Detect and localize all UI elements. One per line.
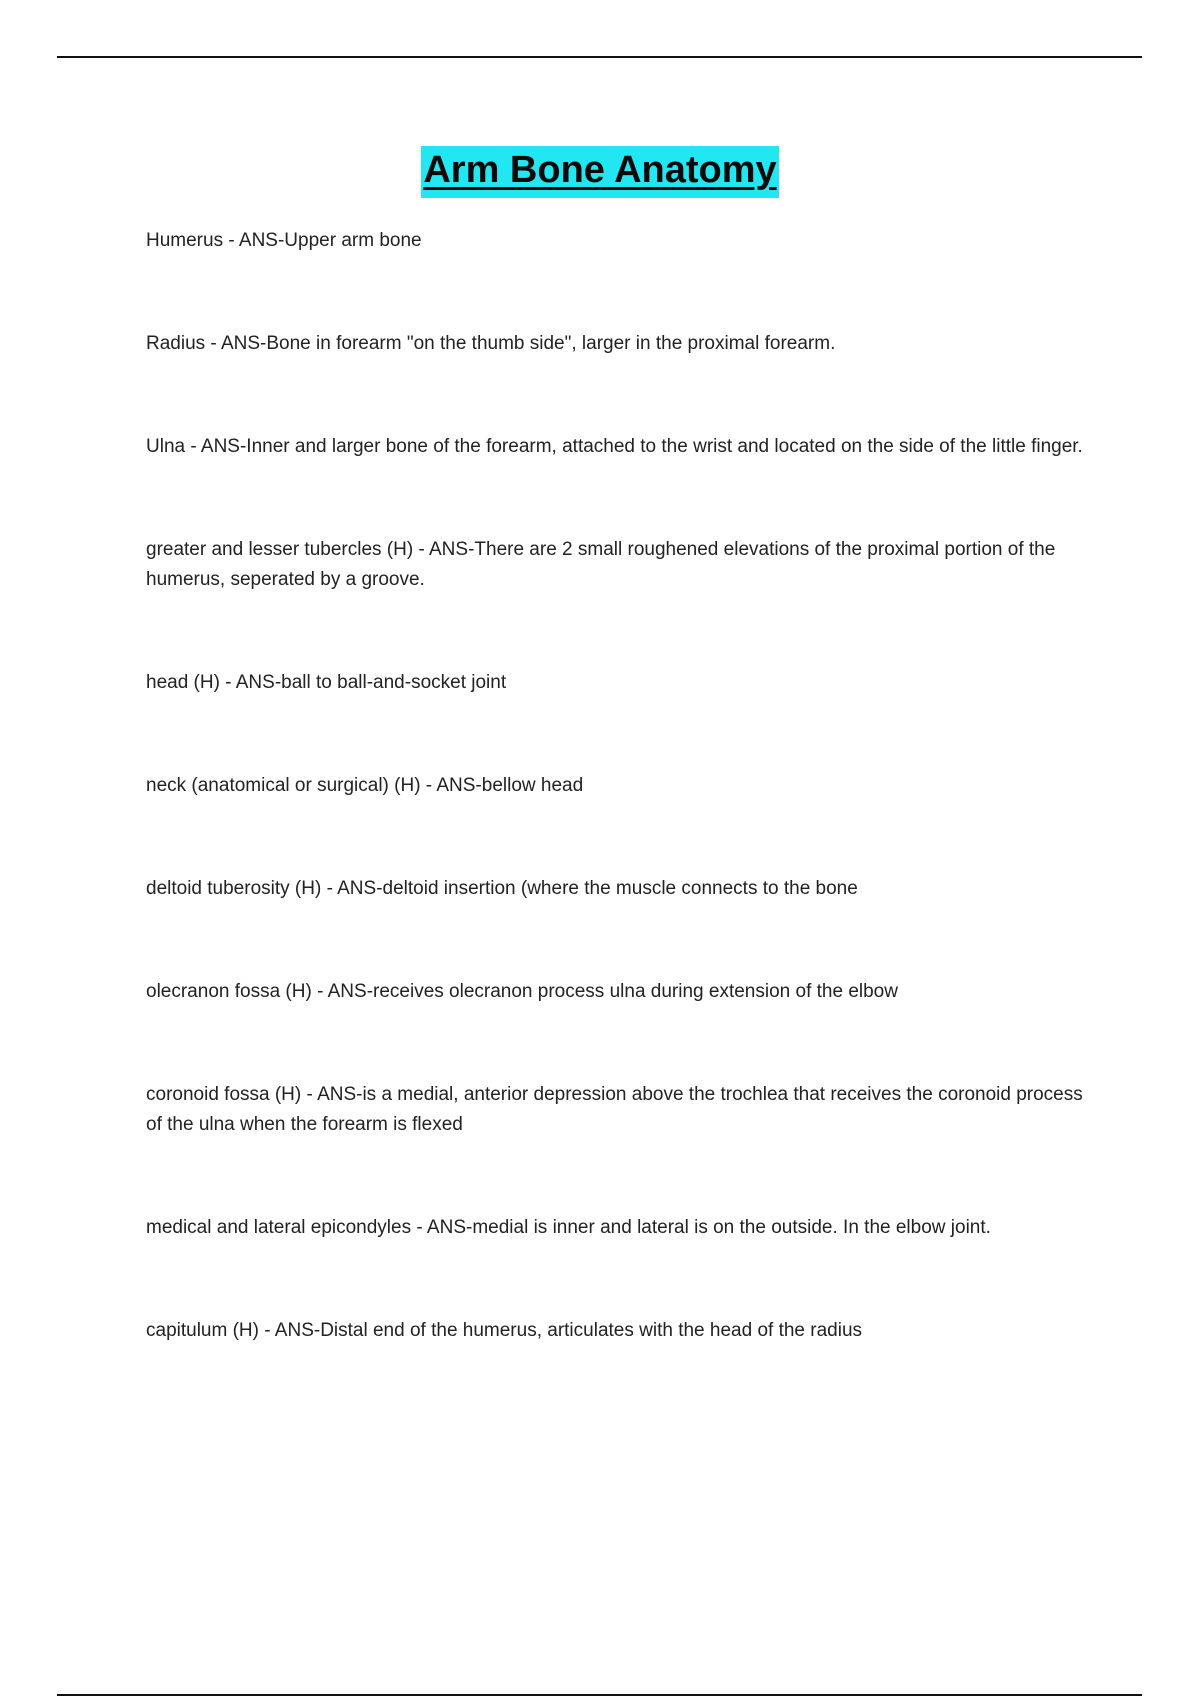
entry-head: head (H) - ANS-ball to ball-and-socket joint	[146, 672, 507, 693]
entry-deltoid-tuberosity: deltoid tuberosity (H) - ANS-deltoid insertion (where the muscle connects to the bone	[146, 878, 858, 899]
entry-list	[146, 226, 1086, 1419]
entry-coronoid-fossa: coronoid fossa (H) - ANS-is a medial, anterior depression above the trochlea that receives the coronoid process of the ulna when the forearm is flexed	[146, 1084, 1083, 1135]
entry-capitulum: capitulum (H) - ANS-Distal end of the humerus, articulates with the head of the radius	[146, 1320, 863, 1341]
title-container	[0, 146, 1200, 198]
entry-tubercles: greater and lesser tubercles (H) - ANS-There are 2 small roughened elevations of the proximal portion of the humerus, seperated by a groove.	[146, 539, 1056, 590]
entry-epicondyles: medical and lateral epicondyles - ANS-medial is inner and lateral is on the outside. In the elbow joint.	[146, 1217, 991, 1238]
entry-olecranon-fossa: olecranon fossa (H) - ANS-receives olecranon process ulna during extension of the elbow	[146, 981, 898, 1002]
entry-neck: neck (anatomical or surgical) (H) - ANS-bellow head	[146, 775, 584, 796]
footer-rule	[57, 1694, 1142, 1696]
header-rule	[57, 56, 1142, 58]
entry-humerus: Humerus - ANS-Upper arm bone	[146, 230, 422, 251]
entry-radius: Radius - ANS-Bone in forearm "on the thumb side", larger in the proximal forearm.	[146, 333, 836, 354]
page-title: Arm Bone Anatomy	[421, 146, 778, 198]
entry-ulna: Ulna - ANS-Inner and larger bone of the forearm, attached to the wrist and located on the side of the little finger.	[146, 436, 1083, 457]
